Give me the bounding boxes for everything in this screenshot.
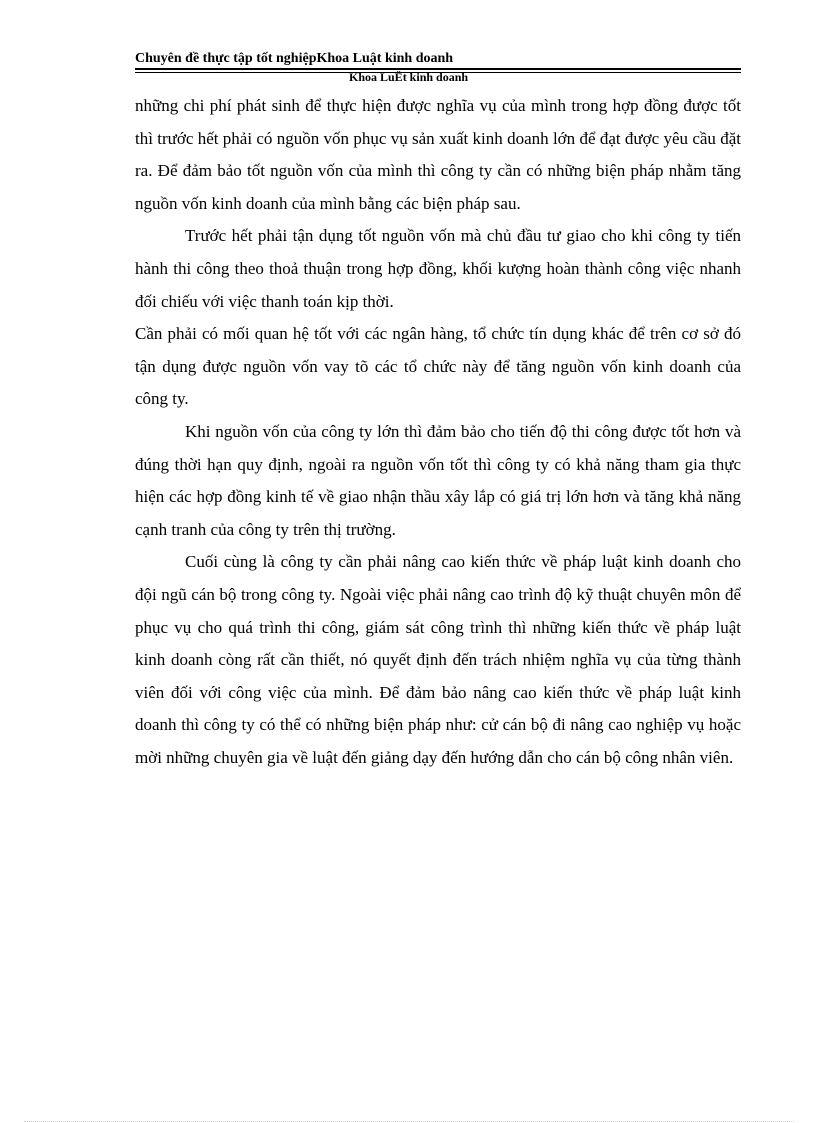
paragraph: Cuối cùng là công ty cần phải nâng cao kiến thức về pháp luật kinh doanh cho đội ngũ cán bộ trong công ty. Ngoài việc phải nâng cao trình độ kỹ thuật chuyên môn để phục vụ cho quá trình thi công, giám sát công trình thì những kiến thức về pháp luật kinh doanh còng rất cần thiết, nó quyết định đến trách nhiệm nghĩa vụ của từng thành viên đối với công việc của mình. Để đảm bảo nâng cao kiến thức về pháp luật kinh doanh thì công ty có thể có những biện pháp như: cử cán bộ đi nâng cao nghiệp vụ hoặc mời những chuyên gia về luật đến giảng dạy đến hướng dẫn cho cán bộ công nhân viên.	[135, 552, 741, 767]
paragraph: Cần phải có mối quan hệ tốt với các ngân hàng, tổ chức tín dụng khác để trên cơ sở đó tận dụng được nguồn vốn vay tõ các tổ chức này để tăng nguồn vốn kinh doanh của công ty.	[135, 324, 741, 409]
header-title: Chuyên đề thực tập tốt nghiệpKhoa Luật kinh doanh	[135, 51, 454, 66]
paragraph: Trước hết phải tận dụng tốt nguồn vốn mà chủ đầu tư giao cho khi công ty tiến hành thi công theo thoả thuận trong hợp đồng, khối kượng hoàn thành công việc nhanh đối chiếu với việc thanh toán kịp thời.	[135, 226, 741, 311]
paragraph: Khi nguồn vốn của công ty lớn thì đảm bảo cho tiến độ thi công được tốt hơn và đúng thời hạn quy định, ngoài ra nguồn vốn tốt thì công ty có khả năng tham gia thực hiện các hợp đồng kinh tế về giao nhận thầu xây lắp có giá trị lớn hơn và tăng khả năng cạnh tranh của công ty trên thị trường.	[135, 421, 741, 539]
header-subtitle: Khoa LuËt kinh doanh	[349, 70, 469, 84]
page-bottom-border	[24, 1121, 794, 1122]
page-header	[135, 50, 741, 86]
paragraph-continuation: những chi phí phát sinh để thực hiện được nghĩa vụ của mình trong hợp đồng được tốt thì trước hết phải có nguồn vốn phục vụ sản xuất kinh doanh lớn để đạt được yêu cầu đặt ra. Để đảm bảo tốt nguồn vốn của mình thì công ty cần có những biện pháp nhằm tăng nguồn vốn kinh doanh của mình bằng các biện pháp sau.	[135, 96, 741, 213]
document-body	[135, 90, 741, 774]
